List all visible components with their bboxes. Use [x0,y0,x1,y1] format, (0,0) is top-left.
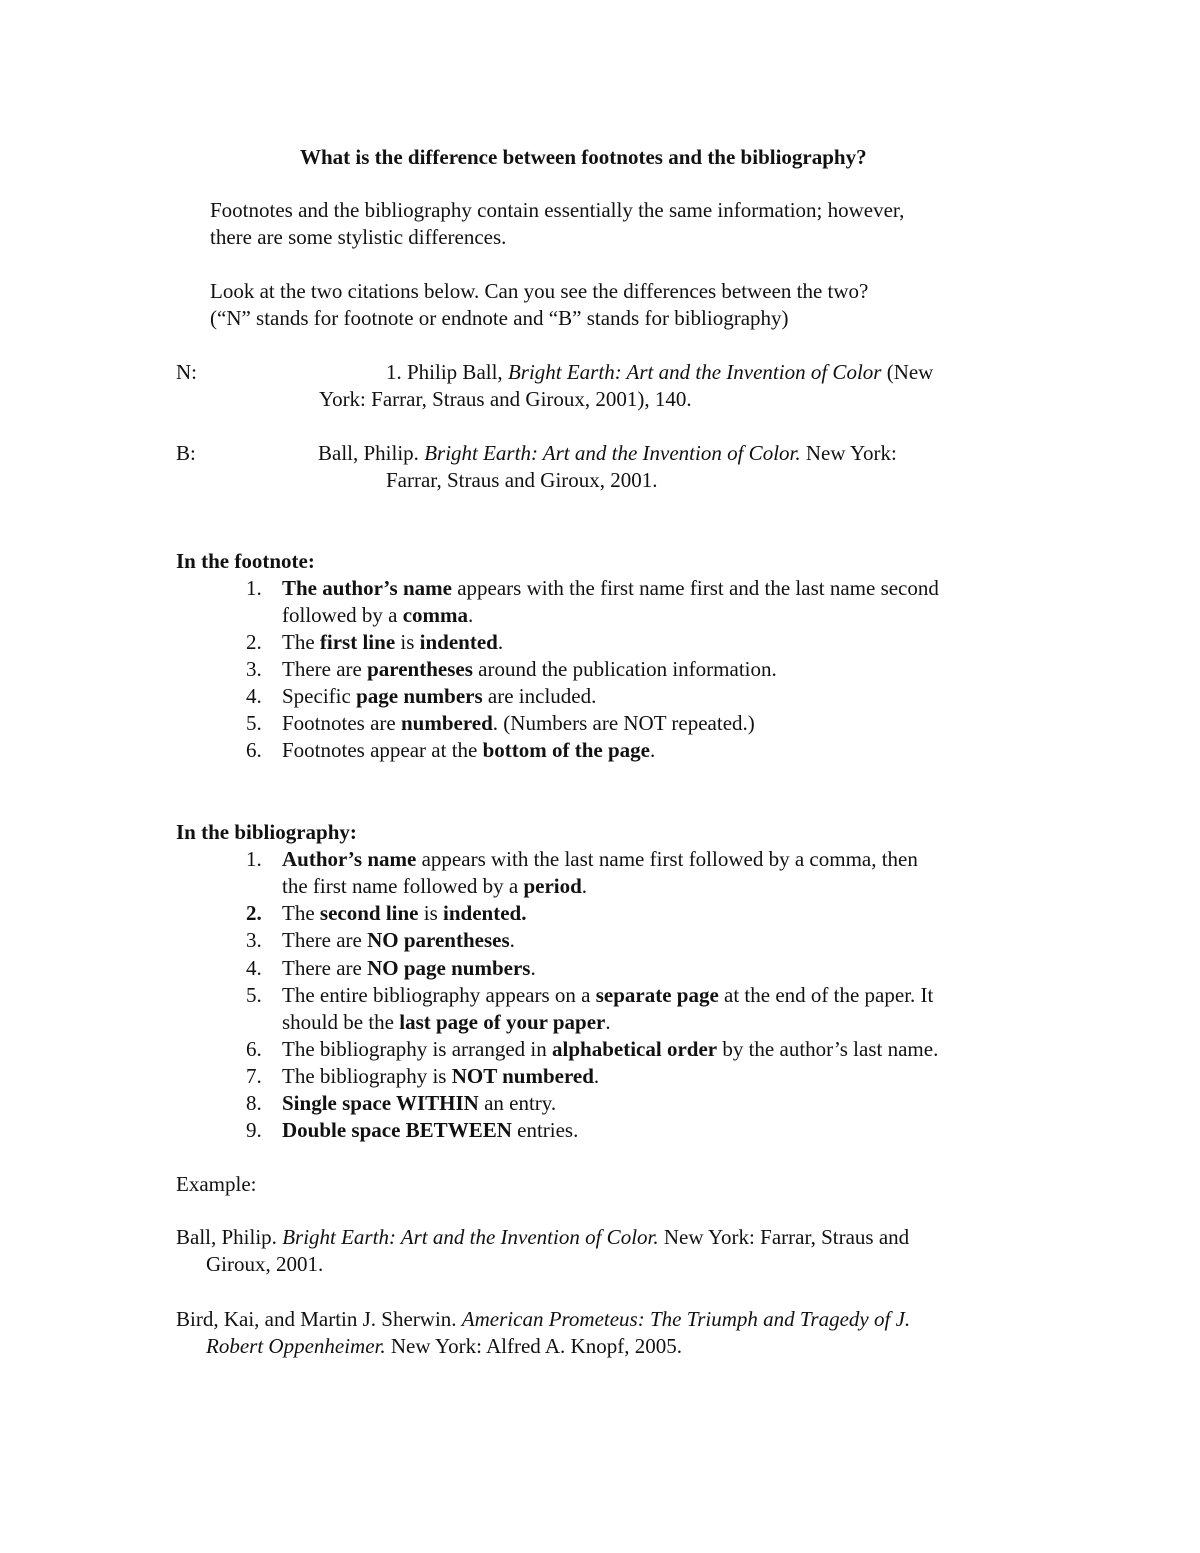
list-item: The bibliography is arranged in alphabetical order by the author’s last name. [282,1037,939,1061]
list-number: 3. [246,657,262,681]
bibliography-citation-book-title: Bright Earth: Art and the Invention of Color. [424,441,801,465]
bibliography-citation-pub-start: New York: [800,441,897,465]
footnote-citation-line-2: York: Farrar, Straus and Giroux, 2001), 140. [319,387,692,411]
list-item: Specific page numbers are included. [282,684,597,708]
citation-b-label: B: [176,441,196,465]
footnote-citation-pub-start: (New [881,360,934,384]
list-number: 5. [246,983,262,1007]
list-item: Double space BETWEEN entries. [282,1118,579,1142]
list-number: 9. [246,1118,262,1142]
list-item: The author’s name appears with the first name first and the last name second [282,576,939,600]
footnote-citation-author: 1. Philip Ball, [386,360,508,384]
list-item: The entire bibliography appears on a separate page at the end of the paper. It [282,983,934,1007]
list-number: 2. [246,630,262,654]
bibliography-citation-line-1 [318,440,897,467]
intro-paragraph-2-line-2: (“N” stands for footnote or endnote and “B” stands for bibliography) [210,306,789,330]
list-item: Single space WITHIN an entry. [282,1091,557,1115]
example-entry-1-line-1: Ball, Philip. Bright Earth: Art and the Invention of Color. New York: Farrar, Straus and [176,1225,910,1249]
list-item: There are parentheses around the publication information. [282,657,777,681]
list-item: There are NO page numbers. [282,956,536,980]
list-item: The bibliography is NOT numbered. [282,1064,600,1088]
citation-n-label: N: [176,360,197,384]
list-number: 1. [246,576,262,600]
list-item-continuation: should be the last page of your paper. [282,1010,611,1034]
list-item: Author’s name appears with the last name first followed by a comma, then [282,847,918,871]
list-number: 6. [246,1037,262,1061]
page-title: What is the difference between footnotes and the bibliography? [300,145,867,169]
bibliography-section-heading: In the bibliography: [176,820,357,844]
list-item: There are NO parentheses. [282,928,515,952]
list-item-continuation: followed by a comma. [282,603,474,627]
list-number: 3. [246,928,262,952]
list-number: 7. [246,1064,262,1088]
list-item: Footnotes appear at the bottom of the page. [282,738,656,762]
list-item: The second line is indented. [282,901,527,925]
list-number: 5. [246,711,262,735]
example-entry-1-line-2: Giroux, 2001. [206,1252,324,1276]
list-number: 6. [246,738,262,762]
intro-paragraph-1-line-1: Footnotes and the bibliography contain essentially the same information; however, [210,198,905,222]
example-label: Example: [176,1172,257,1196]
list-number: 8. [246,1091,262,1115]
footnote-section-heading: In the footnote: [176,549,315,573]
example-entry-2-line-1: Bird, Kai, and Martin J. Sherwin. American Prometeus: The Triumph and Tragedy of J. [176,1307,911,1331]
list-number: 4. [246,956,262,980]
example-entry-2-line-2: Robert Oppenheimer. New York: Alfred A. Knopf, 2005. [206,1334,682,1358]
list-number: 2. [246,901,262,925]
intro-paragraph-2-line-1: Look at the two citations below. Can you see the differences between the two? [210,279,869,303]
footnote-citation-line-1 [386,359,933,386]
list-item: The first line is indented. [282,630,504,654]
list-item: Footnotes are numbered. (Numbers are NOT repeated.) [282,711,755,735]
list-number: 4. [246,684,262,708]
footnote-citation-book-title: Bright Earth: Art and the Invention of Color [507,360,882,384]
list-item-continuation: the first name followed by a period. [282,874,588,898]
bibliography-citation-author: Ball, Philip. [318,441,425,465]
list-number: 1. [246,847,262,871]
intro-paragraph-1-line-2: there are some stylistic differences. [210,225,507,249]
bibliography-citation-line-2: Farrar, Straus and Giroux, 2001. [386,468,658,492]
